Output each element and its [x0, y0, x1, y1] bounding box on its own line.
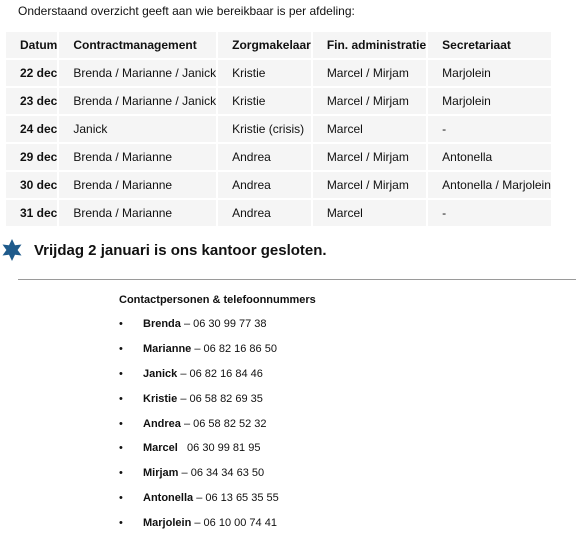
cell-fin-administratie: Marcel / Mirjam [313, 88, 426, 114]
cell-fin-administratie: Marcel [313, 200, 426, 226]
contacts-list [119, 312, 279, 535]
divider [18, 279, 576, 280]
cell-contractmanagement: Brenda / Marianne / Janick [59, 88, 216, 114]
list-item [119, 411, 279, 436]
cell-secretariaat: - [428, 116, 551, 142]
list-item [119, 312, 279, 337]
table-row [6, 60, 551, 86]
contacts-title: Contactpersonen & telefoonnummers [119, 294, 316, 306]
contact-name: Marcel [143, 442, 178, 455]
contact-phone: – 06 34 34 63 50 [181, 467, 265, 480]
bullet: • [119, 318, 123, 331]
cell-date: 31 dec [6, 200, 57, 226]
contact-phone: – 06 58 82 69 35 [180, 392, 263, 405]
cell-zorgmakelaar: Andrea [218, 200, 311, 226]
closed-notice: Vrijdag 2 januari is ons kantoor gesloten. [34, 241, 327, 259]
contact-name: Antonella [143, 491, 194, 504]
cell-date: 30 dec [6, 172, 57, 198]
cell-contractmanagement: Janick [59, 116, 216, 142]
star-icon [0, 238, 24, 262]
contact-name: Brenda [143, 318, 181, 331]
contact-name: Mirjam [143, 467, 179, 480]
cell-fin-administratie: Marcel [313, 116, 426, 142]
header-datum: Datum [6, 32, 57, 58]
bullet: • [119, 392, 123, 405]
list-item [119, 436, 279, 461]
bullet: • [119, 417, 123, 430]
cell-fin-administratie: Marcel / Mirjam [313, 60, 426, 86]
list-item [119, 461, 279, 486]
cell-zorgmakelaar: Kristie [218, 60, 311, 86]
cell-date: 29 dec [6, 144, 57, 170]
table-row [6, 88, 551, 114]
contact-name: Kristie [143, 392, 178, 405]
cell-contractmanagement: Brenda / Marianne [59, 144, 216, 170]
availability-table [4, 30, 553, 228]
bullet: • [119, 367, 123, 380]
cell-secretariaat: Marjolein [428, 88, 551, 114]
header-contractmanagement: Contractmanagement [59, 32, 216, 58]
table-row [6, 172, 551, 198]
cell-fin-administratie: Marcel / Mirjam [313, 172, 426, 198]
table-row [6, 200, 551, 226]
bullet: • [119, 467, 123, 480]
cell-date: 22 dec [6, 60, 57, 86]
cell-contractmanagement: Brenda / Marianne / Janick [59, 60, 216, 86]
closed-notice-row [0, 238, 327, 262]
cell-secretariaat: Antonella [428, 144, 551, 170]
cell-zorgmakelaar: Kristie (crisis) [218, 116, 311, 142]
cell-date: 24 dec [6, 116, 57, 142]
list-item [119, 337, 279, 362]
contact-name: Marjolein [143, 516, 192, 529]
list-item [119, 486, 279, 511]
contact-phone: – 06 82 16 84 46 [180, 367, 263, 380]
cell-zorgmakelaar: Kristie [218, 88, 311, 114]
contact-name: Andrea [143, 417, 181, 430]
table-row [6, 144, 551, 170]
contact-phone: 06 30 99 81 95 [180, 442, 261, 455]
header-secretariaat: Secretariaat [428, 32, 551, 58]
contact-name: Marianne [143, 343, 192, 356]
cell-secretariaat: Antonella / Marjolein [428, 172, 551, 198]
table-header-row [6, 32, 551, 58]
bullet: • [119, 442, 123, 455]
table-row [6, 116, 551, 142]
contact-phone: – 06 10 00 74 41 [194, 516, 277, 529]
header-fin-administratie: Fin. administratie [313, 32, 426, 58]
contact-phone: – 06 82 16 86 50 [194, 343, 277, 356]
contact-phone: – 06 58 82 52 32 [183, 417, 267, 430]
contact-phone: – 06 30 99 77 38 [183, 318, 267, 331]
cell-zorgmakelaar: Andrea [218, 144, 311, 170]
cell-date: 23 dec [6, 88, 57, 114]
bullet: • [119, 343, 123, 356]
list-item [119, 362, 279, 387]
contact-phone: – 06 13 65 35 55 [196, 491, 279, 504]
list-item [119, 510, 279, 535]
bullet: • [119, 491, 123, 504]
cell-fin-administratie: Marcel / Mirjam [313, 144, 426, 170]
list-item [119, 386, 279, 411]
cell-zorgmakelaar: Andrea [218, 172, 311, 198]
header-zorgmakelaar: Zorgmakelaar [218, 32, 311, 58]
bullet: • [119, 516, 123, 529]
contact-name: Janick [143, 367, 178, 380]
cell-contractmanagement: Brenda / Marianne [59, 172, 216, 198]
intro-text: Onderstaand overzicht geeft aan wie bereikbaar is per afdeling: [18, 4, 355, 18]
cell-secretariaat: Marjolein [428, 60, 551, 86]
cell-secretariaat: - [428, 200, 551, 226]
cell-contractmanagement: Brenda / Marianne [59, 200, 216, 226]
